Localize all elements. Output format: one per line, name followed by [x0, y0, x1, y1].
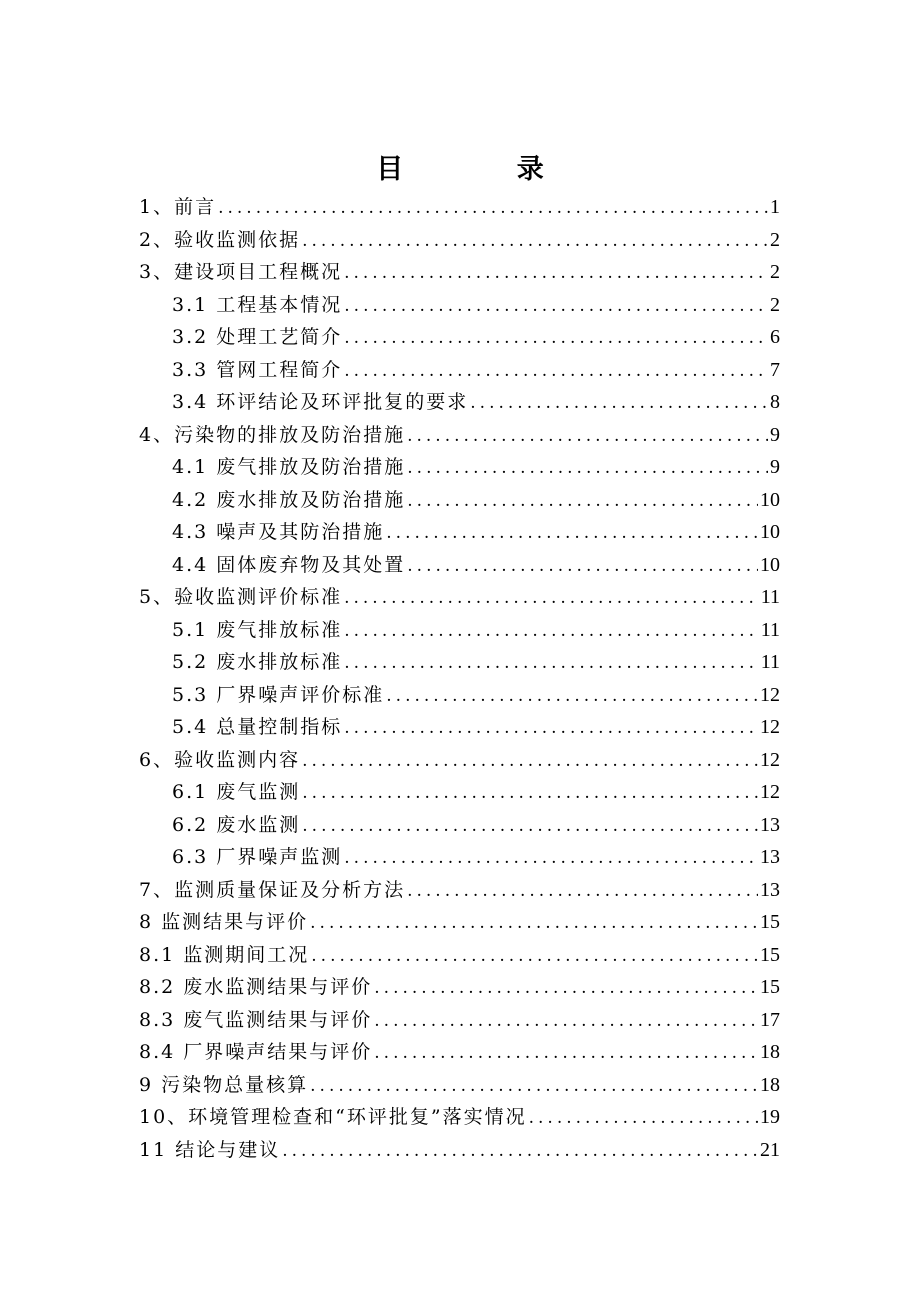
- toc-leader-dots: [407, 452, 768, 485]
- toc-entry[interactable]: [139, 224, 780, 257]
- toc-entry[interactable]: [139, 1101, 780, 1134]
- toc-entry-label: 4.4 固体废弃物及其处置: [172, 553, 406, 576]
- toc-leader-dots: [407, 485, 758, 518]
- toc-entry-page: 12: [760, 748, 780, 771]
- toc-entry[interactable]: [139, 809, 780, 842]
- toc-entry[interactable]: [139, 581, 780, 614]
- toc-entry-page: 19: [760, 1106, 780, 1128]
- toc-entry-label: 4.2 废水排放及防治措施: [172, 488, 406, 511]
- toc-entry[interactable]: [139, 256, 780, 289]
- table-of-contents: [139, 191, 780, 1166]
- toc-leader-dots: [407, 875, 758, 908]
- toc-entry[interactable]: [139, 711, 780, 744]
- toc-leader-dots: [374, 1005, 758, 1038]
- toc-leader-dots: [344, 257, 768, 290]
- toc-entry-page: 1: [770, 196, 780, 218]
- toc-entry[interactable]: [139, 1036, 780, 1069]
- toc-entry-label: 2、验收监测依据: [139, 228, 301, 251]
- toc-entry-page: 13: [760, 846, 780, 868]
- toc-entry[interactable]: [139, 776, 780, 809]
- toc-leader-dots: [386, 680, 758, 713]
- toc-entry-page: 18: [760, 1073, 780, 1096]
- toc-entry-page: 18: [760, 1041, 780, 1063]
- toc-leader-dots: [310, 907, 758, 940]
- toc-leader-dots: [529, 1102, 758, 1135]
- toc-entry[interactable]: [139, 1004, 780, 1037]
- toc-entry-label: 6.1 废气监测: [172, 781, 301, 803]
- toc-entry-label: 4、污染物的排放及防治措施: [139, 423, 406, 446]
- toc-entry-page: 17: [760, 1008, 780, 1031]
- toc-entry[interactable]: [139, 971, 780, 1004]
- toc-entry-page: 9: [770, 423, 780, 446]
- toc-entry-label: 5、验收监测评价标准: [139, 586, 343, 608]
- toc-leader-dots: [311, 940, 758, 973]
- toc-entry-label: 1、前言: [139, 196, 217, 218]
- toc-entry-label: 6.2 废水监测: [172, 813, 301, 836]
- toc-entry-page: 2: [770, 228, 780, 251]
- toc-entry-label: 3.2 处理工艺简介: [172, 326, 343, 348]
- toc-entry[interactable]: [139, 516, 780, 549]
- toc-leader-dots: [344, 647, 758, 680]
- toc-entry-label: 11 结论与建议: [139, 1138, 281, 1161]
- toc-entry-label: 3.3 管网工程简介: [172, 358, 343, 381]
- toc-entry[interactable]: [139, 386, 780, 419]
- toc-entry-page: 21: [760, 1138, 780, 1161]
- toc-entry[interactable]: [139, 614, 780, 647]
- toc-entry-label: 5.4 总量控制指标: [172, 716, 343, 738]
- toc-entry-page: 9: [770, 456, 780, 478]
- toc-entry-page: 10: [760, 521, 780, 543]
- toc-entry-label: 5.3 厂界噪声评价标准: [172, 683, 385, 706]
- toc-entry-label: 8.2 废水监测结果与评价: [139, 976, 373, 998]
- toc-entry-page: 15: [760, 911, 780, 933]
- toc-leader-dots: [302, 225, 768, 258]
- toc-entry[interactable]: [139, 451, 780, 484]
- toc-entry-label: 4.1 废气排放及防治措施: [172, 456, 406, 478]
- toc-leader-dots: [344, 355, 768, 388]
- toc-leader-dots: [310, 1070, 758, 1103]
- toc-leader-dots: [344, 712, 758, 745]
- toc-entry[interactable]: [139, 906, 780, 939]
- toc-entry-label: 5.1 废气排放标准: [172, 618, 343, 641]
- toc-entry-label: 8.1 监测期间工况: [139, 943, 310, 966]
- toc-entry-page: 10: [760, 488, 780, 511]
- toc-entry-label: 3.1 工程基本情况: [172, 293, 343, 316]
- toc-entry[interactable]: [139, 841, 780, 874]
- toc-entry-label: 6、验收监测内容: [139, 748, 301, 771]
- page-title: 目 录: [376, 154, 596, 185]
- toc-entry[interactable]: [139, 354, 780, 387]
- toc-entry-label: 7、监测质量保证及分析方法: [139, 878, 406, 901]
- toc-entry[interactable]: [139, 549, 780, 582]
- toc-entry-label: 6.3 厂界噪声监测: [172, 846, 343, 868]
- toc-leader-dots: [470, 387, 768, 420]
- toc-leader-dots: [302, 777, 758, 810]
- toc-entry-page: 13: [760, 813, 780, 836]
- toc-entry-label: 3.4 环评结论及环评批复的要求: [172, 391, 469, 413]
- toc-entry[interactable]: [139, 679, 780, 712]
- toc-entry-page: 11: [760, 651, 780, 673]
- toc-leader-dots: [282, 1135, 758, 1168]
- toc-entry-label: 9 污染物总量核算: [139, 1073, 309, 1096]
- toc-entry[interactable]: [139, 191, 780, 224]
- toc-entry-page: 2: [770, 261, 780, 283]
- toc-leader-dots: [386, 517, 758, 550]
- toc-entry-page: 11: [760, 618, 780, 641]
- toc-entry[interactable]: [139, 1134, 780, 1167]
- toc-entry-label: 8 监测结果与评价: [139, 911, 309, 933]
- toc-entry[interactable]: [139, 321, 780, 354]
- toc-entry[interactable]: [139, 419, 780, 452]
- toc-entry[interactable]: [139, 744, 780, 777]
- toc-entry-label: 3、建设项目工程概况: [139, 261, 343, 283]
- toc-leader-dots: [302, 745, 758, 778]
- toc-entry-page: 6: [770, 326, 780, 348]
- toc-entry-page: 8: [770, 391, 780, 413]
- toc-leader-dots: [344, 842, 758, 875]
- toc-entry[interactable]: [139, 289, 780, 322]
- toc-leader-dots: [344, 322, 768, 355]
- toc-entry-page: 13: [760, 878, 780, 901]
- toc-entry[interactable]: [139, 1069, 780, 1102]
- toc-entry-page: 15: [760, 943, 780, 966]
- toc-leader-dots: [407, 420, 768, 453]
- toc-entry-label: 8.3 废气监测结果与评价: [139, 1008, 373, 1031]
- toc-entry-page: 12: [760, 716, 780, 738]
- toc-entry[interactable]: [139, 646, 780, 679]
- toc-entry-page: 11: [760, 586, 780, 608]
- toc-entry-label: 10、环境管理检查和“环评批复”落实情况: [139, 1106, 527, 1128]
- toc-entry[interactable]: [139, 484, 780, 517]
- toc-leader-dots: [344, 615, 758, 648]
- toc-entry[interactable]: [139, 939, 780, 972]
- toc-entry-page: 15: [760, 976, 780, 998]
- toc-entry-page: 7: [770, 358, 780, 381]
- toc-leader-dots: [344, 582, 759, 615]
- toc-entry-label: 8.4 厂界噪声结果与评价: [139, 1041, 373, 1063]
- toc-entry-label: 4.3 噪声及其防治措施: [172, 521, 385, 543]
- toc-leader-dots: [374, 972, 758, 1005]
- toc-leader-dots: [218, 192, 768, 225]
- toc-entry-label: 5.2 废水排放标准: [172, 651, 343, 673]
- toc-leader-dots: [344, 290, 768, 323]
- toc-entry[interactable]: [139, 874, 780, 907]
- toc-leader-dots: [407, 550, 758, 583]
- toc-entry-page: 12: [760, 781, 780, 803]
- toc-entry-page: 2: [770, 293, 780, 316]
- toc-leader-dots: [302, 810, 758, 843]
- toc-entry-page: 10: [760, 553, 780, 576]
- toc-entry-page: 12: [760, 683, 780, 706]
- toc-leader-dots: [374, 1037, 758, 1070]
